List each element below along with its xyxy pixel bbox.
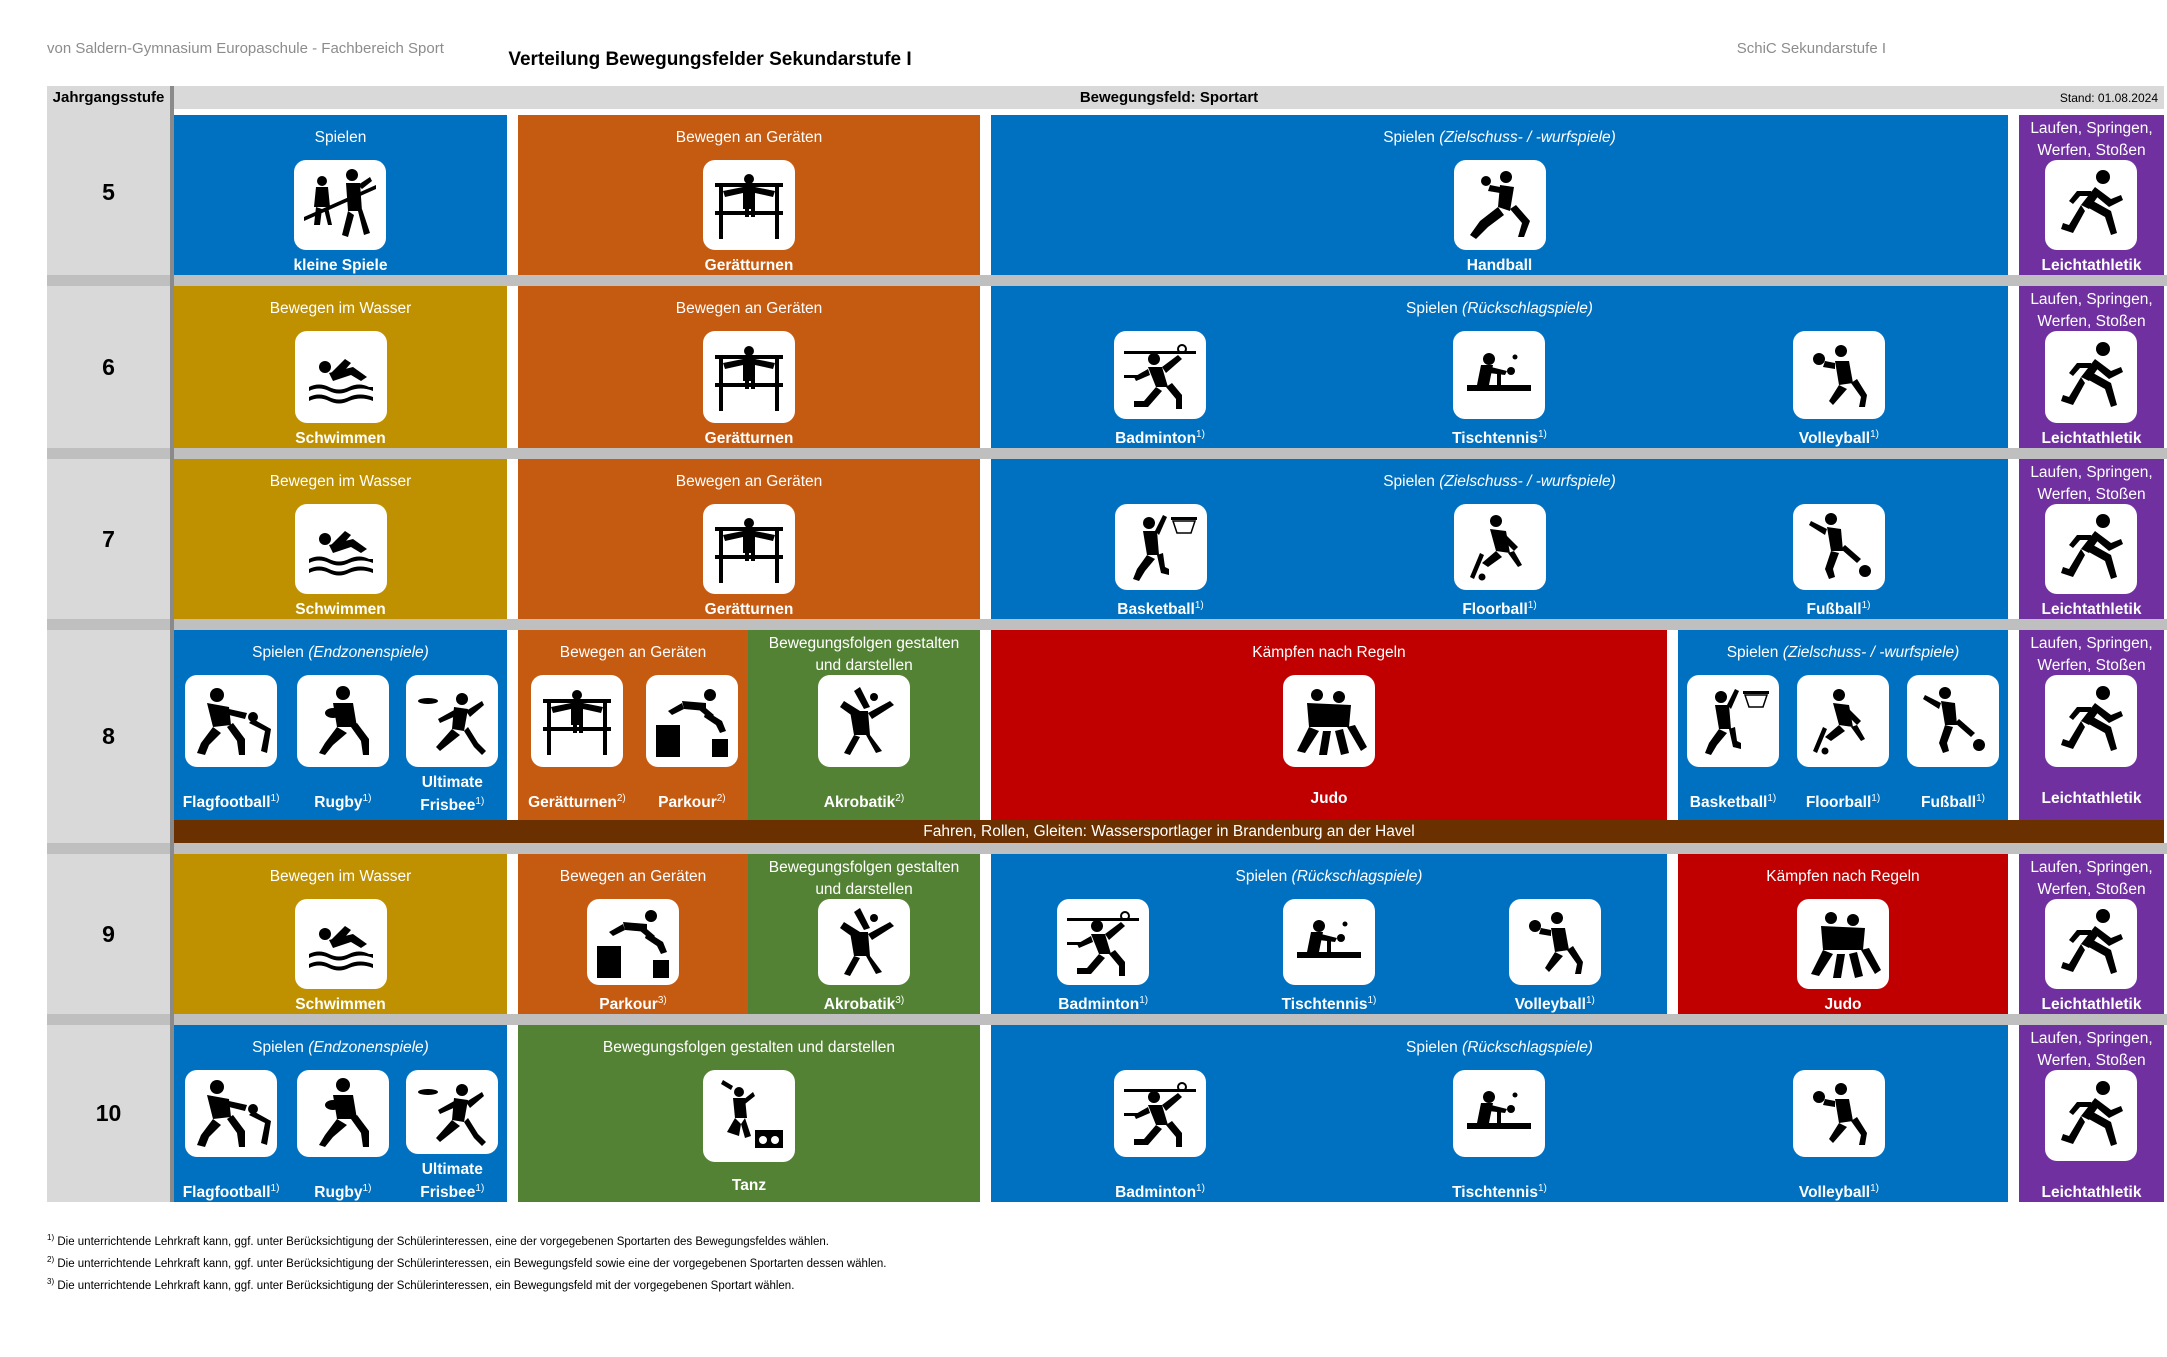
runner-icon bbox=[2045, 1070, 2137, 1161]
sport-leichtathletik bbox=[2042, 899, 2142, 1014]
sport-label: Gerätturnen bbox=[704, 430, 794, 447]
runner-icon bbox=[2045, 504, 2137, 594]
sport-floorball bbox=[1797, 675, 1889, 820]
sport-label: Tischtennis$^{1)}$ bbox=[1281, 994, 1377, 1013]
sport-label: Tischtennis$^{1)}$ bbox=[1452, 1182, 1547, 1201]
field-title: Laufen, Springen, Werfen, Stoßen bbox=[2030, 464, 2153, 503]
field-title: Bewegungsfolgen gestalten und darstellen bbox=[768, 859, 960, 898]
y8-leichtathletik-cell bbox=[2019, 630, 2164, 820]
document-tag: SchiC Sekundarstufe I bbox=[1736, 40, 1886, 57]
sport-kleine-spiele bbox=[294, 160, 388, 275]
frisbee-icon bbox=[406, 675, 498, 767]
dance-icon bbox=[703, 1070, 795, 1162]
sport-judo bbox=[1797, 899, 1889, 1014]
y7-leichtathletik-cell bbox=[2019, 459, 2164, 619]
column-header-field-label: Bewegungsfeld: Sportart bbox=[1079, 89, 1259, 106]
sport-label: Tanz bbox=[731, 1177, 767, 1194]
field-title: Bewegen im Wasser bbox=[269, 473, 412, 490]
sport-label: Flagfootball$^{1)}$ bbox=[182, 1182, 280, 1201]
sport-ultimate-frisbee bbox=[406, 1070, 498, 1202]
field-title: Kämpfen nach Regeln bbox=[1252, 644, 1406, 661]
sport-volleyball bbox=[1509, 899, 1601, 1014]
sport-label: Badminton$^{1)}$ bbox=[1058, 994, 1149, 1013]
sport-schwimmen bbox=[295, 331, 387, 448]
sport-leichtathletik bbox=[2042, 504, 2142, 619]
page-title: Verteilung Bewegungsfelder Sekundarstufe I bbox=[508, 49, 912, 70]
judo-icon bbox=[1283, 675, 1375, 767]
y7-wasser-cell bbox=[174, 459, 507, 619]
gymnastics-icon bbox=[703, 160, 795, 250]
field-title: Bewegen an Geräten bbox=[559, 644, 707, 661]
sport-geraetturnen bbox=[703, 504, 795, 619]
sport-geraetturnen bbox=[703, 160, 795, 275]
runner-icon bbox=[2045, 331, 2137, 423]
basketball-icon bbox=[1115, 504, 1207, 590]
sport-label: Gerätturnen bbox=[704, 257, 794, 274]
field-title: Bewegungsfolgen gestalten und darstellen bbox=[768, 635, 960, 674]
y6-rueckschlag-cell bbox=[991, 286, 2008, 448]
stand-date: Stand: 01.08.2024 bbox=[2059, 91, 2158, 105]
field-title: Spielen (Zielschuss- / -wurfspiele) bbox=[1383, 129, 1616, 146]
sport-label: Badminton$^{1)}$ bbox=[1115, 428, 1205, 447]
sport-label: Basketball$^{1)}$ bbox=[1117, 599, 1204, 618]
y7-zielschuss-cell bbox=[991, 459, 2008, 619]
row-separator bbox=[47, 448, 170, 459]
field-title: Spielen (Rückschlagspiele) bbox=[1235, 868, 1423, 885]
sport-label: Rugby$^{1)}$ bbox=[314, 1182, 372, 1201]
gymnastics-icon bbox=[703, 331, 795, 423]
table-tennis-icon bbox=[1453, 1070, 1545, 1157]
volleyball-icon bbox=[1793, 1070, 1885, 1157]
school-name: von Saldern-Gymnasium Europaschule - Fachbereich Sport bbox=[47, 40, 444, 57]
footnote-1: $^{1)}$ Die unterrichtende Lehrkraft kann, ggf. unter Berücksichtigung der Schülerinteressen, eine der vorgegebenen Sportarten des Bewegungsfeldes wählen. bbox=[47, 1233, 829, 1248]
sport-geraetturnen bbox=[703, 331, 795, 448]
field-title: Bewegen an Geräten bbox=[559, 868, 707, 885]
sport-schwimmen bbox=[295, 899, 387, 1014]
sport-badminton bbox=[1057, 899, 1149, 1014]
volleyball-icon bbox=[1509, 899, 1601, 985]
row-separator bbox=[174, 619, 2167, 630]
field-title: Spielen (Rückschlagspiele) bbox=[1406, 1039, 1593, 1056]
year-8-label: 8 bbox=[47, 630, 170, 843]
table-tennis-icon bbox=[1283, 899, 1375, 985]
sport-label: Akrobatik$^{3)}$ bbox=[823, 994, 905, 1013]
sport-label: Rugby$^{1)}$ bbox=[314, 793, 372, 812]
field-title: Laufen, Springen, Werfen, Stoßen bbox=[2030, 120, 2153, 159]
row-separator bbox=[174, 1014, 2167, 1025]
sport-label: Schwimmen bbox=[295, 601, 386, 618]
sport-volleyball bbox=[1793, 1070, 1885, 1202]
sport-label: Handball bbox=[1466, 257, 1533, 274]
sport-tischtennis bbox=[1452, 331, 1547, 448]
row-separator bbox=[47, 1014, 170, 1025]
y6-geraeten-cell bbox=[518, 286, 980, 448]
sport-label: Leichtathletik bbox=[2041, 996, 2142, 1013]
floorball-icon bbox=[1454, 504, 1546, 590]
sport-label: Schwimmen bbox=[295, 430, 386, 447]
sport-label: Schwimmen bbox=[295, 996, 386, 1013]
gymnastics-icon bbox=[703, 504, 795, 594]
column-header-year: Jahrgangsstufe bbox=[47, 86, 170, 109]
swimming-icon bbox=[295, 331, 387, 423]
sport-label: Judo bbox=[1310, 790, 1348, 807]
sport-schwimmen bbox=[295, 504, 387, 619]
y10-gestalten-cell bbox=[518, 1025, 980, 1202]
field-title: Bewegen im Wasser bbox=[269, 300, 412, 317]
y8-gestalten-cell bbox=[748, 630, 980, 820]
sport-parkour bbox=[646, 675, 738, 820]
field-title: Spielen (Rückschlagspiele) bbox=[1406, 300, 1593, 317]
sport-tischtennis bbox=[1452, 1070, 1547, 1202]
handball-icon bbox=[1454, 160, 1546, 250]
sport-label: Judo bbox=[1824, 996, 1862, 1013]
judo-icon bbox=[1797, 899, 1889, 989]
sport-floorball bbox=[1454, 504, 1546, 619]
field-title: Kämpfen nach Regeln bbox=[1766, 868, 1920, 885]
y9-leichtathletik-cell bbox=[2019, 854, 2164, 1014]
sport-leichtathletik bbox=[2042, 331, 2142, 448]
sport-fussball bbox=[1907, 675, 1999, 820]
y10-endzone-cell bbox=[174, 1025, 507, 1202]
row-separator bbox=[174, 275, 2167, 286]
year-10-label: 10 bbox=[47, 1025, 170, 1202]
sport-label: Flagfootball$^{1)}$ bbox=[182, 793, 280, 812]
field-title: Bewegen an Geräten bbox=[675, 129, 823, 146]
y5-spielen-cell bbox=[174, 115, 507, 275]
year-6-label: 6 bbox=[47, 286, 170, 448]
y10-rueckschlag-cell bbox=[991, 1025, 2008, 1202]
sport-fussball bbox=[1793, 504, 1885, 619]
soccer-icon bbox=[1793, 504, 1885, 590]
field-title: Spielen (Endzonenspiele) bbox=[252, 1039, 429, 1056]
runner-icon bbox=[2045, 160, 2137, 250]
field-title: Spielen (Zielschuss- / -wurfspiele) bbox=[1726, 644, 1960, 661]
acrobatics-icon bbox=[818, 899, 910, 985]
footnote-3: $^{3)}$ Die unterrichtende Lehrkraft kann, ggf. unter Berücksichtigung der Schülerinteressen, ein Bewegungsfeld mit der vorgegebenen Sportart wählen. bbox=[47, 1277, 795, 1292]
swimming-icon bbox=[295, 504, 387, 594]
row-separator bbox=[47, 275, 170, 286]
sport-label: Badminton$^{1)}$ bbox=[1115, 1182, 1205, 1201]
y9-rueckschlag-cell bbox=[991, 854, 1667, 1014]
sport-label: Volleyball$^{1)}$ bbox=[1798, 428, 1880, 447]
sport-label: Akrobatik$^{2)}$ bbox=[823, 793, 905, 812]
sport-judo bbox=[1283, 675, 1375, 820]
soccer-icon bbox=[1907, 675, 1999, 767]
field-title: Laufen, Springen, Werfen, Stoßen bbox=[2030, 1030, 2153, 1069]
sport-volleyball bbox=[1793, 331, 1885, 448]
sport-leichtathletik bbox=[2042, 675, 2142, 820]
y8-endzone-cell bbox=[174, 630, 507, 820]
sport-ultimate-frisbee bbox=[406, 675, 498, 820]
year-9-label: 9 bbox=[47, 854, 170, 1014]
y8-geraeten-cell bbox=[518, 630, 748, 820]
sport-tanz bbox=[703, 1070, 795, 1202]
sport-flagfootball bbox=[183, 1070, 280, 1202]
acrobatics-icon bbox=[818, 675, 910, 767]
sport-label: Floorball$^{1)}$ bbox=[1805, 793, 1881, 812]
sport-label: Tischtennis$^{1)}$ bbox=[1452, 428, 1547, 447]
year-7-label: 7 bbox=[47, 459, 170, 619]
parkour-icon bbox=[646, 675, 738, 767]
sport-akrobatik bbox=[818, 899, 910, 1014]
sport-parkour bbox=[587, 899, 679, 1014]
sport-label: Parkour$^{2)}$ bbox=[658, 793, 726, 812]
sport-label: Floorball$^{1)}$ bbox=[1462, 599, 1537, 618]
sport-basketball bbox=[1687, 675, 1779, 820]
y9-wasser-cell bbox=[174, 854, 507, 1014]
field-title: Laufen, Springen, Werfen, Stoßen bbox=[2030, 859, 2153, 898]
field-title: Laufen, Springen, Werfen, Stoßen bbox=[2030, 635, 2153, 674]
sport-label: Gerätturnen bbox=[704, 601, 794, 618]
rugby-icon bbox=[297, 1070, 389, 1157]
parkour-icon bbox=[587, 899, 679, 985]
volleyball-icon bbox=[1793, 331, 1885, 419]
sport-leichtathletik bbox=[2042, 1070, 2142, 1202]
sport-flagfootball bbox=[183, 675, 280, 820]
small-games-icon bbox=[294, 160, 386, 250]
distribution-table bbox=[47, 86, 2158, 1227]
sport-label: Volleyball$^{1)}$ bbox=[1514, 994, 1595, 1013]
y5-geraeten-cell bbox=[518, 115, 980, 275]
field-title: Bewegen an Geräten bbox=[675, 473, 823, 490]
badminton-icon bbox=[1114, 1070, 1206, 1157]
y6-wasser-cell bbox=[174, 286, 507, 448]
y6-leichtathletik-cell bbox=[2019, 286, 2164, 448]
badminton-icon bbox=[1114, 331, 1206, 419]
badminton-icon bbox=[1057, 899, 1149, 985]
year-5-label: 5 bbox=[47, 109, 170, 275]
table-tennis-icon bbox=[1453, 331, 1545, 419]
floorball-icon bbox=[1797, 675, 1889, 767]
field-title: Spielen (Zielschuss- / -wurfspiele) bbox=[1383, 473, 1616, 490]
column-header-field bbox=[174, 86, 2164, 109]
sport-rugby bbox=[297, 675, 389, 820]
y5-leichtathletik-cell bbox=[2019, 115, 2164, 275]
sport-label: Gerätturnen$^{2)}$ bbox=[528, 793, 626, 812]
y9-geraeten-cell bbox=[518, 854, 748, 1014]
gymnastics-icon bbox=[531, 675, 623, 767]
field-title: Spielen (Endzonenspiele) bbox=[252, 644, 429, 661]
sport-label: Leichtathletik bbox=[2041, 1184, 2142, 1201]
sport-label: Volleyball$^{1)}$ bbox=[1798, 1182, 1880, 1201]
sport-label: Ultimate Frisbee$^{1)}$ bbox=[420, 1160, 485, 1201]
basketball-icon bbox=[1687, 675, 1779, 767]
sport-label: Fußball$^{1)}$ bbox=[1806, 599, 1871, 618]
sport-label: Leichtathletik bbox=[2041, 601, 2142, 618]
y7-geraeten-cell bbox=[518, 459, 980, 619]
rugby-icon bbox=[297, 675, 389, 767]
sport-basketball bbox=[1115, 504, 1207, 619]
row-separator bbox=[47, 619, 170, 630]
y9-gestalten-cell bbox=[748, 854, 980, 1014]
swimming-icon bbox=[295, 899, 387, 989]
y5-zielschuss-cell bbox=[991, 115, 2008, 275]
row-separator bbox=[174, 843, 2167, 854]
row-separator bbox=[47, 843, 170, 854]
sport-label: Fußball$^{1)}$ bbox=[1920, 793, 1985, 812]
sport-label: Basketball$^{1)}$ bbox=[1689, 793, 1777, 812]
sport-label: Leichtathletik bbox=[2041, 790, 2142, 807]
sport-geraetturnen bbox=[528, 675, 626, 820]
field-title: Bewegungsfolgen gestalten und darstellen bbox=[602, 1039, 896, 1056]
field-title: Laufen, Springen, Werfen, Stoßen bbox=[2030, 291, 2153, 330]
y9-kaempfen-cell bbox=[1678, 854, 2008, 1014]
sport-label: Leichtathletik bbox=[2041, 430, 2142, 447]
footnote-2: $^{2)}$ Die unterrichtende Lehrkraft kann, ggf. unter Berücksichtigung der Schülerinteressen, ein Bewegungsfeld sowie eine der vorgegebenen Sportarten dessen wählen. bbox=[47, 1255, 887, 1270]
sport-handball bbox=[1454, 160, 1546, 275]
sport-label: Ultimate Frisbee$^{1)}$ bbox=[420, 774, 485, 815]
sport-badminton bbox=[1114, 331, 1206, 448]
sport-tischtennis bbox=[1282, 899, 1377, 1014]
y8-kaempfen-cell bbox=[991, 630, 1667, 820]
sport-badminton bbox=[1114, 1070, 1206, 1202]
field-title: Spielen bbox=[314, 129, 367, 146]
frisbee-icon bbox=[406, 1070, 498, 1154]
flag-football-icon bbox=[185, 1070, 277, 1157]
flag-football-icon bbox=[185, 675, 277, 767]
runner-icon bbox=[2045, 675, 2137, 767]
field-title: Bewegen im Wasser bbox=[269, 868, 412, 885]
wassersport-band: Fahren, Rollen, Gleiten: Wassersportlager in Brandenburg an der Havel bbox=[174, 820, 2164, 843]
field-title: Bewegen an Geräten bbox=[675, 300, 823, 317]
row-separator bbox=[174, 448, 2167, 459]
runner-icon bbox=[2045, 899, 2137, 989]
sport-leichtathletik bbox=[2042, 160, 2142, 275]
sport-label: Parkour$^{3)}$ bbox=[599, 994, 667, 1013]
y8-zielschuss-cell bbox=[1678, 630, 2008, 820]
sport-rugby bbox=[297, 1070, 389, 1202]
sport-label: Leichtathletik bbox=[2041, 257, 2142, 274]
sport-akrobatik bbox=[818, 675, 910, 820]
sport-label: kleine Spiele bbox=[293, 257, 388, 274]
y10-leichtathletik-cell bbox=[2019, 1025, 2164, 1202]
